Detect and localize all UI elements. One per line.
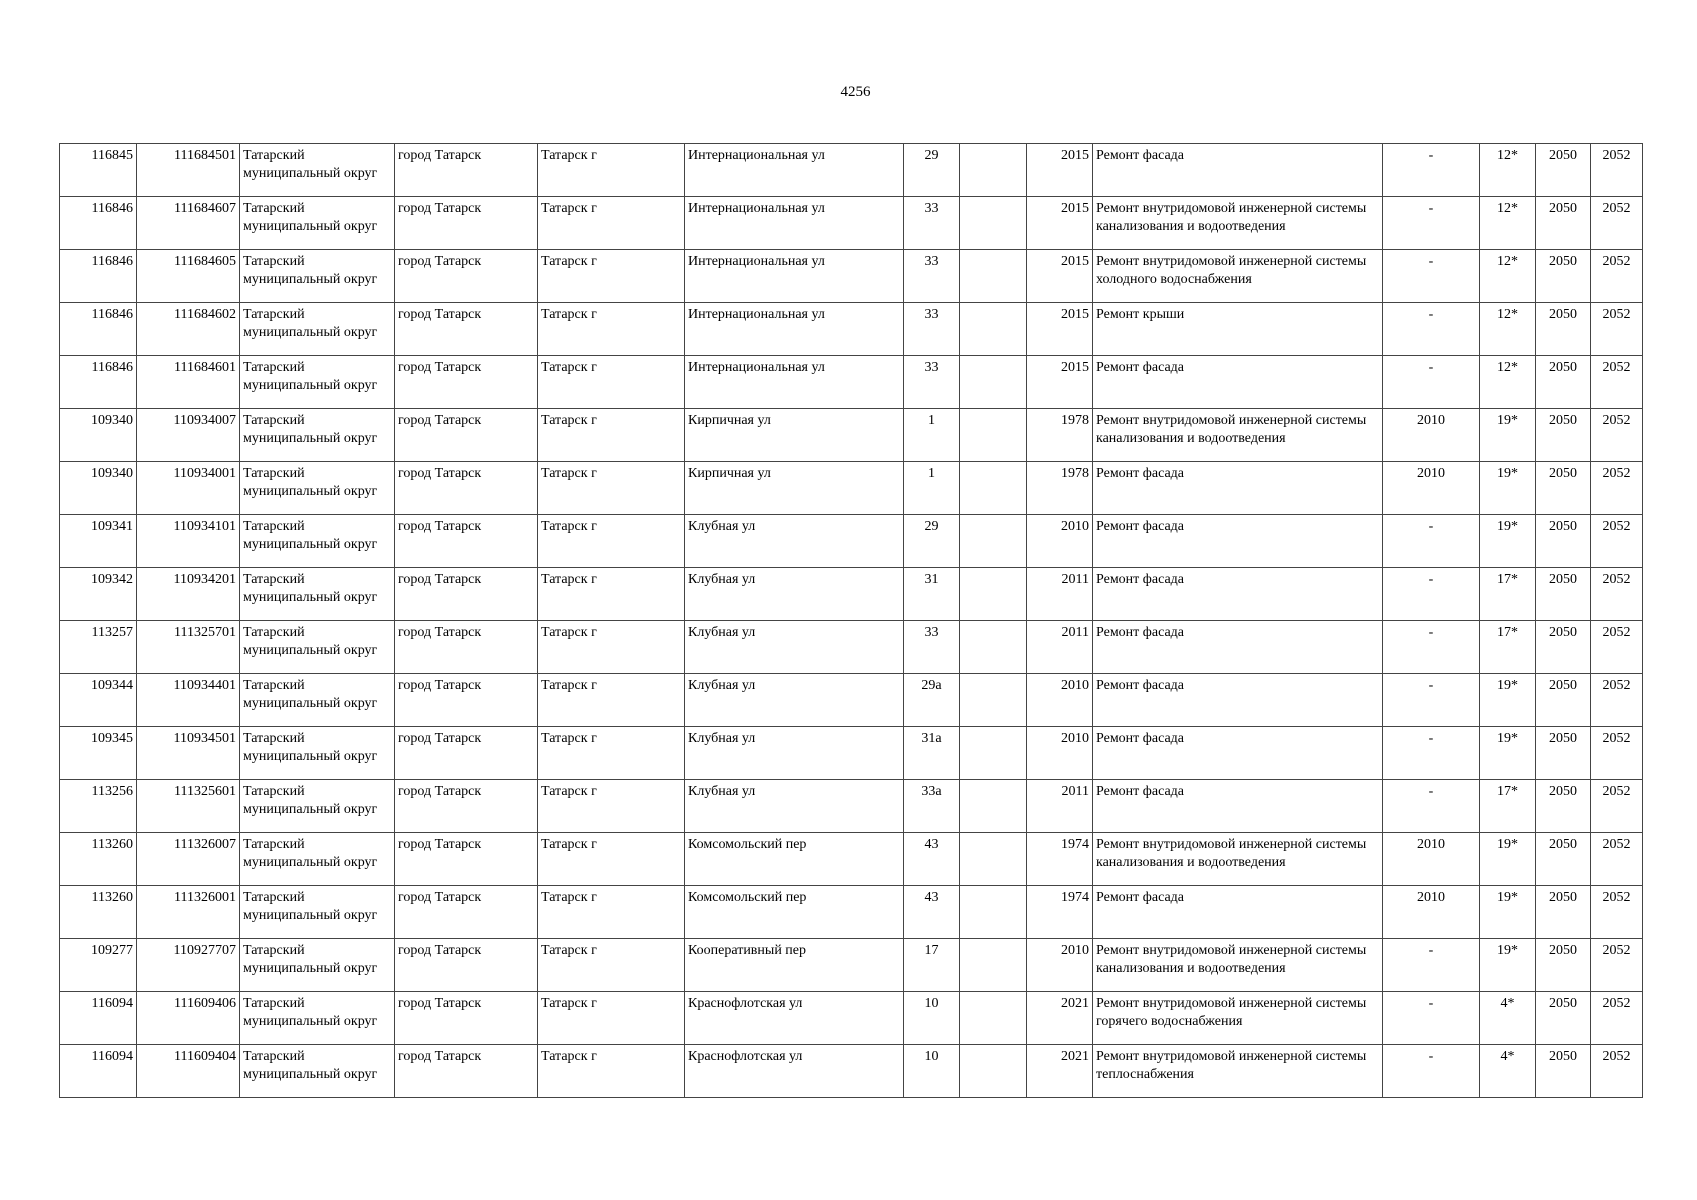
locality-cell: город Татарск [395, 727, 538, 780]
last-repair-year-cell: - [1383, 780, 1480, 833]
year-built-cell: 2010 [1027, 674, 1093, 727]
year-built-cell: 2010 [1027, 939, 1093, 992]
period-end-cell: 2052 [1591, 674, 1643, 727]
street-cell: Клубная ул [685, 780, 904, 833]
work-type-cell: Ремонт фасада [1093, 674, 1383, 727]
period-start-cell: 2050 [1536, 886, 1591, 939]
settlement-cell: Татарск г [538, 197, 685, 250]
locality-cell: город Татарск [395, 886, 538, 939]
locality-cell: город Татарск [395, 197, 538, 250]
street-cell: Клубная ул [685, 621, 904, 674]
building-cell [960, 356, 1027, 409]
district-cell: Татарский муниципальный округ [240, 1045, 395, 1098]
street-cell: Интернациональная ул [685, 250, 904, 303]
district-cell: Татарский муниципальный округ [240, 833, 395, 886]
element-code-cell: 111326001 [137, 886, 240, 939]
house-number-cell: 29 [904, 515, 960, 568]
period-start-cell: 2050 [1536, 1045, 1591, 1098]
building-cell [960, 197, 1027, 250]
house-number-cell: 33 [904, 303, 960, 356]
work-type-cell: Ремонт фасада [1093, 780, 1383, 833]
table-row [60, 727, 1643, 780]
element-code-cell: 110934201 [137, 568, 240, 621]
last-repair-year-cell: - [1383, 939, 1480, 992]
table-row [60, 250, 1643, 303]
settlement-cell: Татарск г [538, 886, 685, 939]
building-cell [960, 833, 1027, 886]
district-cell: Татарский муниципальный округ [240, 780, 395, 833]
last-repair-year-cell: - [1383, 250, 1480, 303]
house-number-cell: 33а [904, 780, 960, 833]
table-row [60, 515, 1643, 568]
street-cell: Клубная ул [685, 515, 904, 568]
settlement-cell: Татарск г [538, 356, 685, 409]
locality-cell: город Татарск [395, 515, 538, 568]
house-id-cell: 113260 [60, 833, 137, 886]
table-row [60, 780, 1643, 833]
district-cell: Татарский муниципальный округ [240, 197, 395, 250]
period-start-cell: 2050 [1536, 250, 1591, 303]
district-cell: Татарский муниципальный округ [240, 356, 395, 409]
period-end-cell: 2052 [1591, 780, 1643, 833]
element-code-cell: 111684602 [137, 303, 240, 356]
period-start-cell: 2050 [1536, 409, 1591, 462]
work-type-cell: Ремонт внутридомовой инженерной системы канализования и водоотведения [1093, 833, 1383, 886]
building-cell [960, 674, 1027, 727]
locality-cell: город Татарск [395, 621, 538, 674]
period-start-cell: 2050 [1536, 144, 1591, 197]
element-code-cell: 110934501 [137, 727, 240, 780]
house-id-cell: 109340 [60, 462, 137, 515]
house-id-cell: 116846 [60, 356, 137, 409]
period-start-cell: 2050 [1536, 727, 1591, 780]
work-type-cell: Ремонт внутридомовой инженерной системы холодного водоснабжения [1093, 250, 1383, 303]
period-start-cell: 2050 [1536, 674, 1591, 727]
work-type-cell: Ремонт фасада [1093, 356, 1383, 409]
wear-cell: 19* [1480, 674, 1536, 727]
year-built-cell: 1974 [1027, 886, 1093, 939]
building-cell [960, 621, 1027, 674]
house-id-cell: 109341 [60, 515, 137, 568]
last-repair-year-cell: - [1383, 992, 1480, 1045]
wear-cell: 12* [1480, 250, 1536, 303]
wear-cell: 19* [1480, 939, 1536, 992]
wear-cell: 17* [1480, 568, 1536, 621]
house-number-cell: 43 [904, 886, 960, 939]
street-cell: Краснофлотская ул [685, 992, 904, 1045]
house-id-cell: 109340 [60, 409, 137, 462]
element-code-cell: 111684501 [137, 144, 240, 197]
street-cell: Интернациональная ул [685, 197, 904, 250]
locality-cell: город Татарск [395, 409, 538, 462]
house-id-cell: 109345 [60, 727, 137, 780]
work-type-cell: Ремонт внутридомовой инженерной системы горячего водоснабжения [1093, 992, 1383, 1045]
street-cell: Интернациональная ул [685, 356, 904, 409]
house-number-cell: 31а [904, 727, 960, 780]
table-row [60, 939, 1643, 992]
table-row [60, 303, 1643, 356]
locality-cell: город Татарск [395, 833, 538, 886]
wear-cell: 19* [1480, 462, 1536, 515]
last-repair-year-cell: 2010 [1383, 462, 1480, 515]
street-cell: Комсомольский пер [685, 833, 904, 886]
building-cell [960, 515, 1027, 568]
building-cell [960, 939, 1027, 992]
house-number-cell: 1 [904, 462, 960, 515]
wear-cell: 12* [1480, 356, 1536, 409]
settlement-cell: Татарск г [538, 250, 685, 303]
period-start-cell: 2050 [1536, 568, 1591, 621]
district-cell: Татарский муниципальный округ [240, 939, 395, 992]
period-start-cell: 2050 [1536, 780, 1591, 833]
house-number-cell: 10 [904, 1045, 960, 1098]
street-cell: Интернациональная ул [685, 303, 904, 356]
table-row [60, 144, 1643, 197]
district-cell: Татарский муниципальный округ [240, 462, 395, 515]
element-code-cell: 110934007 [137, 409, 240, 462]
last-repair-year-cell: - [1383, 568, 1480, 621]
last-repair-year-cell: - [1383, 356, 1480, 409]
house-number-cell: 31 [904, 568, 960, 621]
locality-cell: город Татарск [395, 568, 538, 621]
table-row [60, 992, 1643, 1045]
settlement-cell: Татарск г [538, 462, 685, 515]
period-end-cell: 2052 [1591, 303, 1643, 356]
element-code-cell: 111609406 [137, 992, 240, 1045]
element-code-cell: 110934001 [137, 462, 240, 515]
work-type-cell: Ремонт фасада [1093, 515, 1383, 568]
period-end-cell: 2052 [1591, 144, 1643, 197]
house-id-cell: 109277 [60, 939, 137, 992]
element-code-cell: 111325601 [137, 780, 240, 833]
street-cell: Кооперативный пер [685, 939, 904, 992]
district-cell: Татарский муниципальный округ [240, 250, 395, 303]
settlement-cell: Татарск г [538, 939, 685, 992]
settlement-cell: Татарск г [538, 568, 685, 621]
street-cell: Клубная ул [685, 568, 904, 621]
house-id-cell: 109344 [60, 674, 137, 727]
work-type-cell: Ремонт фасада [1093, 727, 1383, 780]
work-type-cell: Ремонт фасада [1093, 621, 1383, 674]
work-type-cell: Ремонт фасада [1093, 144, 1383, 197]
settlement-cell: Татарск г [538, 303, 685, 356]
house-id-cell: 116094 [60, 992, 137, 1045]
wear-cell: 19* [1480, 727, 1536, 780]
year-built-cell: 2015 [1027, 144, 1093, 197]
wear-cell: 4* [1480, 1045, 1536, 1098]
element-code-cell: 110934401 [137, 674, 240, 727]
building-cell [960, 462, 1027, 515]
house-number-cell: 29 [904, 144, 960, 197]
wear-cell: 19* [1480, 409, 1536, 462]
last-repair-year-cell: - [1383, 727, 1480, 780]
house-id-cell: 113260 [60, 886, 137, 939]
locality-cell: город Татарск [395, 1045, 538, 1098]
element-code-cell: 111684605 [137, 250, 240, 303]
locality-cell: город Татарск [395, 462, 538, 515]
work-type-cell: Ремонт внутридомовой инженерной системы канализования и водоотведения [1093, 197, 1383, 250]
building-cell [960, 303, 1027, 356]
street-cell: Комсомольский пер [685, 886, 904, 939]
settlement-cell: Татарск г [538, 780, 685, 833]
element-code-cell: 111684607 [137, 197, 240, 250]
district-cell: Татарский муниципальный округ [240, 674, 395, 727]
period-end-cell: 2052 [1591, 250, 1643, 303]
settlement-cell: Татарск г [538, 409, 685, 462]
work-type-cell: Ремонт фасада [1093, 462, 1383, 515]
period-start-cell: 2050 [1536, 515, 1591, 568]
building-cell [960, 727, 1027, 780]
street-cell: Кирпичная ул [685, 462, 904, 515]
year-built-cell: 2015 [1027, 197, 1093, 250]
last-repair-year-cell: - [1383, 621, 1480, 674]
street-cell: Клубная ул [685, 727, 904, 780]
locality-cell: город Татарск [395, 939, 538, 992]
table-row [60, 462, 1643, 515]
period-end-cell: 2052 [1591, 1045, 1643, 1098]
period-end-cell: 2052 [1591, 515, 1643, 568]
period-end-cell: 2052 [1591, 992, 1643, 1045]
table-row [60, 886, 1643, 939]
locality-cell: город Татарск [395, 144, 538, 197]
settlement-cell: Татарск г [538, 727, 685, 780]
last-repair-year-cell: 2010 [1383, 833, 1480, 886]
work-type-cell: Ремонт фасада [1093, 886, 1383, 939]
period-end-cell: 2052 [1591, 356, 1643, 409]
settlement-cell: Татарск г [538, 674, 685, 727]
locality-cell: город Татарск [395, 992, 538, 1045]
building-cell [960, 568, 1027, 621]
wear-cell: 12* [1480, 144, 1536, 197]
work-type-cell: Ремонт крыши [1093, 303, 1383, 356]
last-repair-year-cell: - [1383, 674, 1480, 727]
house-number-cell: 33 [904, 197, 960, 250]
building-cell [960, 1045, 1027, 1098]
locality-cell: город Татарск [395, 674, 538, 727]
house-id-cell: 116094 [60, 1045, 137, 1098]
building-cell [960, 886, 1027, 939]
street-cell: Клубная ул [685, 674, 904, 727]
locality-cell: город Татарск [395, 356, 538, 409]
district-cell: Татарский муниципальный округ [240, 886, 395, 939]
table-row [60, 409, 1643, 462]
period-end-cell: 2052 [1591, 197, 1643, 250]
element-code-cell: 110934101 [137, 515, 240, 568]
period-start-cell: 2050 [1536, 303, 1591, 356]
district-cell: Татарский муниципальный округ [240, 303, 395, 356]
year-built-cell: 1974 [1027, 833, 1093, 886]
period-start-cell: 2050 [1536, 621, 1591, 674]
work-type-cell: Ремонт внутридомовой инженерной системы теплоснабжения [1093, 1045, 1383, 1098]
house-id-cell: 116846 [60, 197, 137, 250]
period-start-cell: 2050 [1536, 356, 1591, 409]
period-start-cell: 2050 [1536, 462, 1591, 515]
last-repair-year-cell: - [1383, 515, 1480, 568]
period-end-cell: 2052 [1591, 886, 1643, 939]
year-built-cell: 1978 [1027, 462, 1093, 515]
wear-cell: 17* [1480, 621, 1536, 674]
repair-registry-table [59, 143, 1643, 1098]
settlement-cell: Татарск г [538, 144, 685, 197]
wear-cell: 12* [1480, 303, 1536, 356]
building-cell [960, 992, 1027, 1045]
element-code-cell: 111326007 [137, 833, 240, 886]
district-cell: Татарский муниципальный округ [240, 144, 395, 197]
district-cell: Татарский муниципальный округ [240, 409, 395, 462]
last-repair-year-cell: 2010 [1383, 409, 1480, 462]
table-row [60, 674, 1643, 727]
house-number-cell: 29а [904, 674, 960, 727]
street-cell: Краснофлотская ул [685, 1045, 904, 1098]
house-id-cell: 116845 [60, 144, 137, 197]
street-cell: Кирпичная ул [685, 409, 904, 462]
last-repair-year-cell: - [1383, 144, 1480, 197]
period-end-cell: 2052 [1591, 621, 1643, 674]
wear-cell: 4* [1480, 992, 1536, 1045]
district-cell: Татарский муниципальный округ [240, 621, 395, 674]
house-id-cell: 116846 [60, 250, 137, 303]
locality-cell: город Татарск [395, 303, 538, 356]
table-row [60, 621, 1643, 674]
table-row [60, 356, 1643, 409]
wear-cell: 19* [1480, 833, 1536, 886]
element-code-cell: 110927707 [137, 939, 240, 992]
house-number-cell: 43 [904, 833, 960, 886]
period-end-cell: 2052 [1591, 462, 1643, 515]
work-type-cell: Ремонт фасада [1093, 568, 1383, 621]
element-code-cell: 111609404 [137, 1045, 240, 1098]
period-end-cell: 2052 [1591, 409, 1643, 462]
year-built-cell: 2010 [1027, 515, 1093, 568]
street-cell: Интернациональная ул [685, 144, 904, 197]
building-cell [960, 409, 1027, 462]
house-id-cell: 116846 [60, 303, 137, 356]
period-end-cell: 2052 [1591, 939, 1643, 992]
settlement-cell: Татарск г [538, 1045, 685, 1098]
page-number: 4256 [840, 84, 871, 100]
table-row [60, 1045, 1643, 1098]
last-repair-year-cell: - [1383, 1045, 1480, 1098]
period-end-cell: 2052 [1591, 833, 1643, 886]
house-id-cell: 113256 [60, 780, 137, 833]
wear-cell: 17* [1480, 780, 1536, 833]
work-type-cell: Ремонт внутридомовой инженерной системы канализования и водоотведения [1093, 939, 1383, 992]
settlement-cell: Татарск г [538, 515, 685, 568]
year-built-cell: 2010 [1027, 727, 1093, 780]
house-id-cell: 113257 [60, 621, 137, 674]
last-repair-year-cell: - [1383, 303, 1480, 356]
element-code-cell: 111684601 [137, 356, 240, 409]
locality-cell: город Татарск [395, 780, 538, 833]
house-id-cell: 109342 [60, 568, 137, 621]
house-number-cell: 17 [904, 939, 960, 992]
period-end-cell: 2052 [1591, 568, 1643, 621]
element-code-cell: 111325701 [137, 621, 240, 674]
table-row [60, 568, 1643, 621]
district-cell: Татарский муниципальный округ [240, 992, 395, 1045]
wear-cell: 12* [1480, 197, 1536, 250]
house-number-cell: 33 [904, 621, 960, 674]
year-built-cell: 2021 [1027, 992, 1093, 1045]
last-repair-year-cell: - [1383, 197, 1480, 250]
house-number-cell: 1 [904, 409, 960, 462]
year-built-cell: 2011 [1027, 621, 1093, 674]
building-cell [960, 250, 1027, 303]
settlement-cell: Татарск г [538, 992, 685, 1045]
year-built-cell: 1978 [1027, 409, 1093, 462]
building-cell [960, 780, 1027, 833]
year-built-cell: 2011 [1027, 568, 1093, 621]
building-cell [960, 144, 1027, 197]
settlement-cell: Татарск г [538, 833, 685, 886]
period-start-cell: 2050 [1536, 992, 1591, 1045]
year-built-cell: 2015 [1027, 303, 1093, 356]
year-built-cell: 2021 [1027, 1045, 1093, 1098]
last-repair-year-cell: 2010 [1383, 886, 1480, 939]
house-number-cell: 33 [904, 250, 960, 303]
locality-cell: город Татарск [395, 250, 538, 303]
district-cell: Татарский муниципальный округ [240, 568, 395, 621]
district-cell: Татарский муниципальный округ [240, 727, 395, 780]
wear-cell: 19* [1480, 886, 1536, 939]
settlement-cell: Татарск г [538, 621, 685, 674]
house-number-cell: 10 [904, 992, 960, 1045]
work-type-cell: Ремонт внутридомовой инженерной системы канализования и водоотведения [1093, 409, 1383, 462]
period-start-cell: 2050 [1536, 939, 1591, 992]
year-built-cell: 2015 [1027, 250, 1093, 303]
house-number-cell: 33 [904, 356, 960, 409]
period-start-cell: 2050 [1536, 833, 1591, 886]
year-built-cell: 2015 [1027, 356, 1093, 409]
table-row [60, 197, 1643, 250]
table-body [60, 144, 1643, 1098]
period-start-cell: 2050 [1536, 197, 1591, 250]
wear-cell: 19* [1480, 515, 1536, 568]
table-row [60, 833, 1643, 886]
year-built-cell: 2011 [1027, 780, 1093, 833]
district-cell: Татарский муниципальный округ [240, 515, 395, 568]
period-end-cell: 2052 [1591, 727, 1643, 780]
